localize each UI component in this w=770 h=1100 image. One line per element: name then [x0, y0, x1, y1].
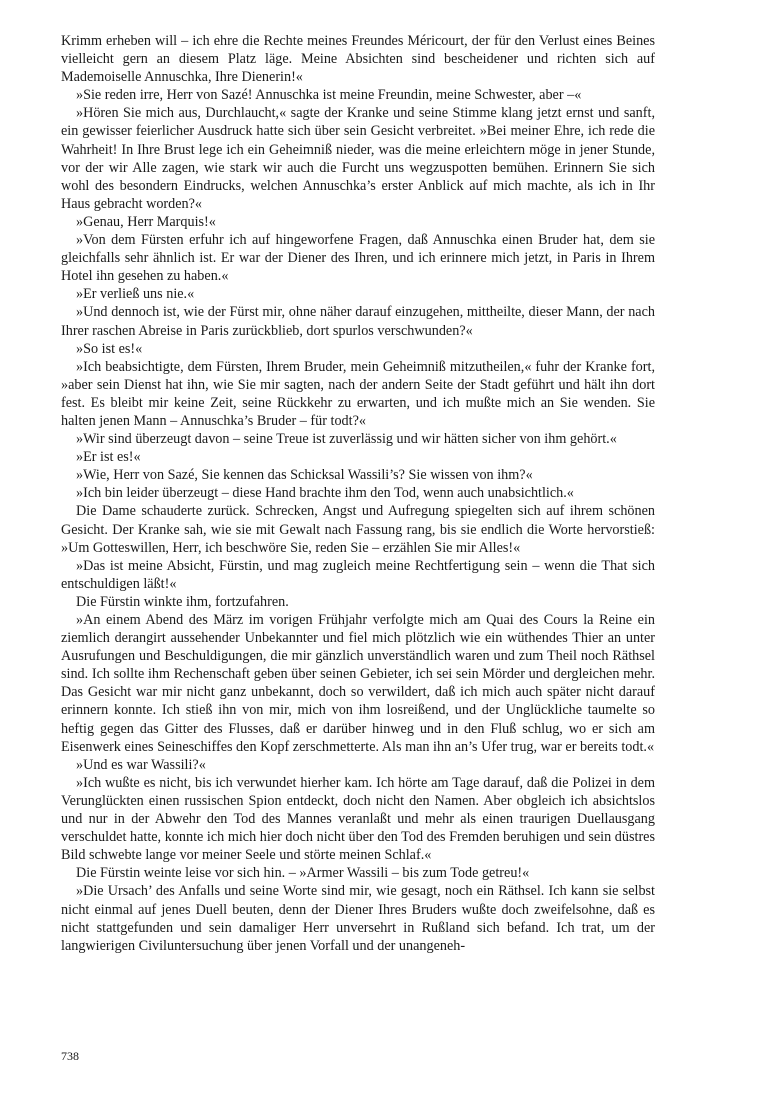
page-body — [61, 32, 655, 955]
paragraph: »Wir sind überzeugt davon – seine Treue ist zuverlässig und wir hätten sicher von ihm gehört.« — [76, 431, 617, 448]
paragraph: »Sie reden irre, Herr von Sazé! Annuschka ist meine Freundin, meine Schwester, aber –« — [76, 87, 582, 104]
paragraph: »Und dennoch ist, wie der Fürst mir, ohne näher darauf einzugehen, mittheilte, dieser Mann, der nach Ihrer raschen Abreise in Paris zurückblieb, dort spurlos verschwunden?« — [61, 304, 655, 339]
paragraph: »Das ist meine Absicht, Fürstin, und mag zugleich meine Rechtfertigung sein – wenn die That sich entschuldigen läßt!« — [61, 557, 655, 592]
paragraph: »Er ist es!« — [76, 449, 141, 466]
paragraph: Krimm erheben will – ich ehre die Rechte meines Freundes Méricourt, der für den Verlust eines Beines vielleicht gern an diesem Platz läge. Meine Absichten sind bescheidener und richten sich auf Mademoiselle Annuschka, Ihre Dienerin!« — [61, 33, 655, 86]
paragraph: »Ich bin leider überzeugt – diese Hand brachte ihm den Tod, wenn auch unabsichtlich.« — [76, 485, 574, 502]
paragraph: »So ist es!« — [76, 340, 143, 357]
paragraph: »Hören Sie mich aus, Durchlaucht,« sagte der Kranke und seine Stimme klang jetzt ernst und sanft, ein gewisser feierlicher Ausdruck hatte sich über sein Gesicht verbreitet. »Bei meiner Ehre, ich rede die Wahrheit! In Ihre Brust lege ich ein Geheimniß nieder, was die meine erleichtern möge in jener Stunde, vor der wir Alle zagen, wie stark wir auch die Furcht uns wegzuspotten bemühen. Erinnern Sie sich wohl des besondern Eindrucks, welchen Annuschka’s erster Anblick auf mich machte, als ich in Ihr Haus gebracht worden?« — [61, 105, 655, 212]
paragraph: »Er verließ uns nie.« — [76, 286, 195, 303]
paragraph: »Genau, Herr Marquis!« — [76, 213, 216, 230]
paragraph: »Und es war Wassili?« — [76, 756, 206, 773]
paragraph: Die Dame schauderte zurück. Schrecken, Angst und Aufregung spiegelten sich auf ihrem schönen Gesicht. Der Kranke sah, wie sie mit Gewalt nach Fassung rang, bis sie endlich die Worte hervorstieß: »Um Gotteswillen, Herr, ich beschwöre Sie, reden Sie – erzählen Sie mir Alles!« — [61, 503, 655, 556]
paragraph: Die Fürstin weinte leise vor sich hin. – »Armer Wassili – bis zum Tode getreu!« — [76, 865, 530, 882]
paragraph: »Ich beabsichtigte, dem Fürsten, Ihrem Bruder, mein Geheimniß mitzutheilen,« fuhr der Kranke fort, »aber sein Dienst hat ihn, wie Sie mir sagten, nach der andern Seite der Stadt geführt und hält ihn dort fest. Es bleibt mir keine Zeit, seine Rückkehr zu erwarten, und ich mußte mich an Sie wenden. Sie halten jenen Mann – Annuschka’s Bruder – für todt?« — [61, 358, 655, 429]
page-number: 738 — [61, 1049, 79, 1063]
paragraph: »Wie, Herr von Sazé, Sie kennen das Schicksal Wassili’s? Sie wissen von ihm?« — [76, 467, 533, 484]
paragraph: »Die Ursach’ des Anfalls und seine Worte sind mir, wie gesagt, noch ein Räthsel. Ich kann sie selbst nicht einmal auf jenes Duell beuten, denn der Diener Ihres Bruders wußte doch zweifelsohne, daß es nicht stattgefunden und sein damaliger Herr unversehrt in Rußland sich befand. Ich trat, um der langwierigen Civiluntersuchung über jenen Vorfall und der unangeneh- — [61, 883, 655, 954]
paragraph: »An einem Abend des März im vorigen Frühjahr verfolgte mich am Quai des Cours la Reine ein ziemlich derangirt aussehender Unbekannter und fiel mich plötzlich wie ein wüthendes Thier an unter Ausrufungen und Beschuldigungen, die mir gänzlich unverständlich waren und zum Theil noch Räthsel sind. Ich sollte ihm Rechenschaft geben über seinen Gebieter, ich sei sein Mörder und dergleichen mehr. Das Gesicht war mir nicht ganz unbekannt, doch so verwildert, daß ich mich auch später nicht darauf erinnern konnte. Ich stieß ihn von mir, mich von ihm losreißend, und der Unglückliche taumelte so heftig gegen das Gitter des Flusses, daß er darüber hinweg und in den Fluß schlug, wo er sich am Eisenwerk eines Seineschiffes den Kopf zerschmetterte. Als man ihn an’s Ufer trug, war er bereits todt.« — [61, 612, 655, 755]
paragraph: »Ich wußte es nicht, bis ich verwundet hierher kam. Ich hörte am Tage darauf, daß die Polizei in dem Verunglückten einen russischen Spion entdeckt, doch nicht den Namen. Aber obgleich ich absichtslos und nur in der Abwehr den Tod des Mannes veranlaßt und mehr als einen traurigen Duellausgang verschuldet hatte, konnte ich mich hier doch nicht über den Tod des Fremden beruhigen und sein düstres Bild schwebte lange vor meiner Seele und störte meinen Schlaf.« — [61, 774, 655, 864]
paragraph: »Von dem Fürsten erfuhr ich auf hingeworfene Fragen, daß Annuschka einen Bruder hat, dem sie gleichfalls sehr ähnlich ist. Er war der Diener des Ihren, und ich erinnere mich jetzt, in Paris in Ihrem Hotel ihn gesehen zu haben.« — [61, 232, 655, 285]
paragraph: Die Fürstin winkte ihm, fortzufahren. — [76, 593, 289, 610]
